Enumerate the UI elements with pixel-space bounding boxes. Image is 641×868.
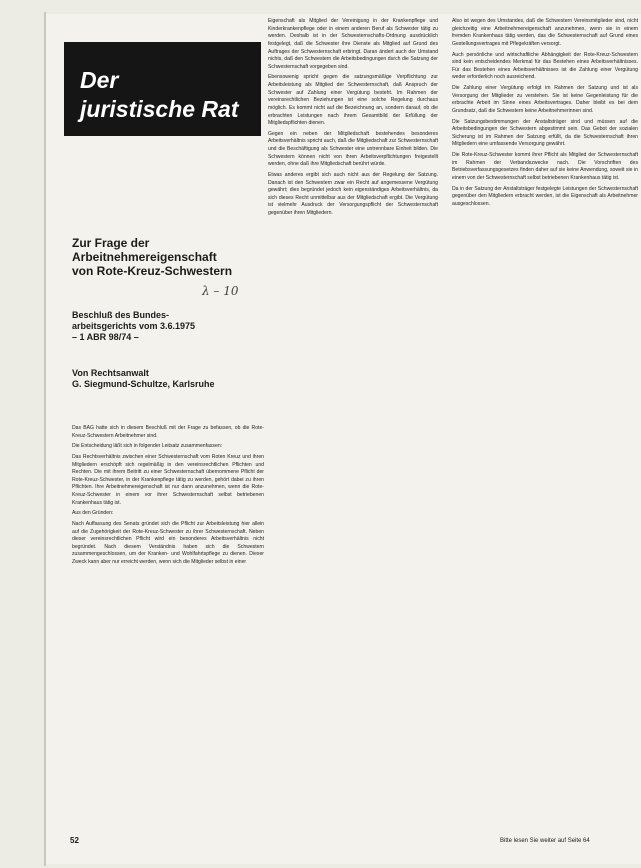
author-byline [72,368,267,390]
paragraph: Also ist wegen des Umstandes, daß die Schwestern Vereinsmitglieder sind, nicht gleichzeitig eine Arbeitnehmereigenschaft anzunehmen, wenn sie in einem fremden Krankenhaus tätig werden, das die Schwesternschaft auf Grund eines Gestellungsvertrages mit Pflegekräften versorgt. [452,18,638,47]
paragraph: Etwas anderes ergibt sich auch nicht aus der Regelung der Satzung. Danach ist den Schwestern zwar ein Recht auf angemessene Vergütung gewährt; dies begründet jedoch kein eigenständiges Arbeitsverhältnis, da sich dieses Recht unmittelbar aus der Mitgliedschaft ergibt. Die Vergütung ist vielmehr Ausdruck der Versorgungspflicht der Schwesternschaft gegenüber ihren Mitgliedern. [268,171,438,216]
decision-line: arbeitsgerichts vom 3.6.1975 [72,321,196,331]
decision-reference [72,310,267,343]
paragraph: Eigenschaft als Mitglied der Vereinigung in der Krankenpflege und Kinderkrankenpflege oder in einem anderen Beruf als Schwester tätig zu werden. Deshalb ist in der Schwesternschafts-Ordnung ausdrücklich festgelegt, daß die Schwester ihre Dienste als Mitglied auf Grund des Auftrages der Schwesternschaft erbringt. Daran ändert auch der Umstand nichts, daß den Schwestern die Arbeitsbedingungen durch die Satzung der Schwesternschaft vorgegeben sind. [268,18,438,70]
continued-note: Bitte lesen Sie weiter auf Seite 64 [500,838,590,844]
paragraph: Das Rechtsverhältnis zwischen einer Schwesternschaft vom Roten Kreuz und ihren Mitgliedern erschöpft sich regelmäßig in den vereinsrechtlichen Pflichten und Rechten. Die mit ihrem Beitritt zu einer Schwesternschaft übernommene Pflicht der Rote-Kreuz-Schwester, in der Krankenpflege tätig zu werden, gehört dabei zu ihren Pflichten. Ihre Arbeitnehmereigenschaft ist nur dann anzunehmen, wenn die Rote-Kreuz-Schwester in einem vor ihrer Schwesternschaft selbst betriebenen Krankenhaus tätig ist. [72,453,264,506]
text-column-1 [72,425,264,833]
banner-line-2: juristische Rat [80,96,239,122]
paragraph: Gegen ein neben der Mitgliedschaft bestehendes besonderes Arbeitsverhältnis spricht auch, daß die Mitgliedschaft zur Schwesternschaft und die Beschäftigung als Schwester eine untrennbare Einheit bilden. Die Schwestern können nicht von ihren Arbeitsverpflichtungen freigestellt werden, ohne daß ihre Mitgliedschaft berührt würde. [268,130,438,168]
author-line: G. Siegmund-Schultze, Karlsruhe [72,379,215,389]
banner-line-1: Der [80,67,119,93]
paragraph: Das BAG hatte sich in diesem Beschluß mit der Frage zu befassen, ob die Rote-Kreuz-Schwestern Arbeitnehmer sind. [72,425,264,439]
title-line: Arbeitnehmereigenschaft [72,250,217,264]
decision-line: – 1 ABR 98/74 – [72,332,139,342]
paragraph: Die Entscheidung läßt sich in folgender Leitsatz zusammenfassen: [72,443,223,450]
paragraph: Aus den Gründen: [72,510,114,517]
scan-edge [44,12,46,866]
paragraph: Auch persönliche und wirtschaftliche Abhängigkeit der Rote-Kreuz-Schwestern sind kein entscheidendes Merkmal für das Bestehen eines Arbeitsverhältnisses. Für das Bestehen eines Arbeitsverhältnisses ist die Zahlung einer Vergütung weder erforderlich noch ausreichend. [452,51,638,81]
text-column-2 [268,18,438,838]
paragraph: Da in der Satzung der Anstaltsträger festgelegte Leistungen der Schwesternschaft gegenüber den Mitgliedern erbracht werden, ist die Eigenschaft als Arbeitnehmer ausgeschlossen. [452,185,638,207]
paragraph: Ebensowenig spricht gegen die satzungsmäßige Verpflichtung zur Arbeitsleistung als Mitglied der Schwesternschaft, daß Anspruch der Schwester auf Zahlung einer Vergütung besteht. Im Rahmen der vereinsrechtlichen Beziehungen ist eine solche Regelung durchaus möglich. Es kommt nicht auf die Bezeichnung an, sondern darauf, ob die erbrachten Leistungen nach ihrem Gesamtbild der Erfüllung der Mitgliedspflichten dienen. [268,74,438,127]
paragraph: Die Rote-Kreuz-Schwester kommt ihrer Pflicht als Mitglied der Schwesternschaft im Rahmen der Verbandszwecke nach. Die Vorschriften des Betriebsverfassungsgesetzes finden daher auf sie keine Anwendung, soweit sie in einem von der Schwesternschaft selbst betriebenen Krankenhaus tätig ist. [452,152,638,181]
author-line: Von Rechtsanwalt [72,368,149,378]
text-column-3 [452,18,638,838]
page-number: 52 [70,836,79,845]
decision-line: Beschluß des Bundes- [72,310,170,320]
handwritten-mark: λ – 10 [202,284,239,298]
title-line: Zur Frage der [72,236,150,250]
paragraph: Die Zahlung einer Vergütung erfolgt im Rahmen der Satzung und ist als Versorgung der Mitglieder zu verstehen. Sie ist keine Gegenleistung für die erbrachte Arbeit im Sinne eines Arbeitsvertrages. Daher bleibt es bei dem Grundsatz, daß die Schwestern keine Arbeitnehmerinnen sind. [452,85,638,114]
article-title [72,236,267,278]
paragraph: Nach Auffassung des Senats gründet sich die Pflicht zur Arbeitsleistung hier allein auf die Zugehörigkeit der Rote-Kreuz-Schwester zu ihrer Schwesternschaft. Neben dieser vereinsrechtlichen Pflicht wird ein besonderes Arbeitsverhältnis nicht begründet. Nach diesem Verständnis haben sich die Schwestern zusammengeschlossen, um der Kranken- und Wohlfahrtspflege zu dienen. Dieser Zweck kann aber nur erreicht werden, wenn sich die Mitglieder selbst in einer [72,520,264,565]
section-banner [64,42,261,136]
title-line: von Rote-Kreuz-Schwestern [72,264,233,278]
paragraph: Die Satzungsbestimmungen der Anstaltsträger sind und müssen auf die Arbeitsbedingungen der Schwestern abgestimmt sein. Das Gebot der sozialen Sicherung ist im Rahmen der Satzung erfüllt, da die Schwesternschaft ihren Mitgliedern eine umfassende Versorgung gewährt. [452,118,638,148]
